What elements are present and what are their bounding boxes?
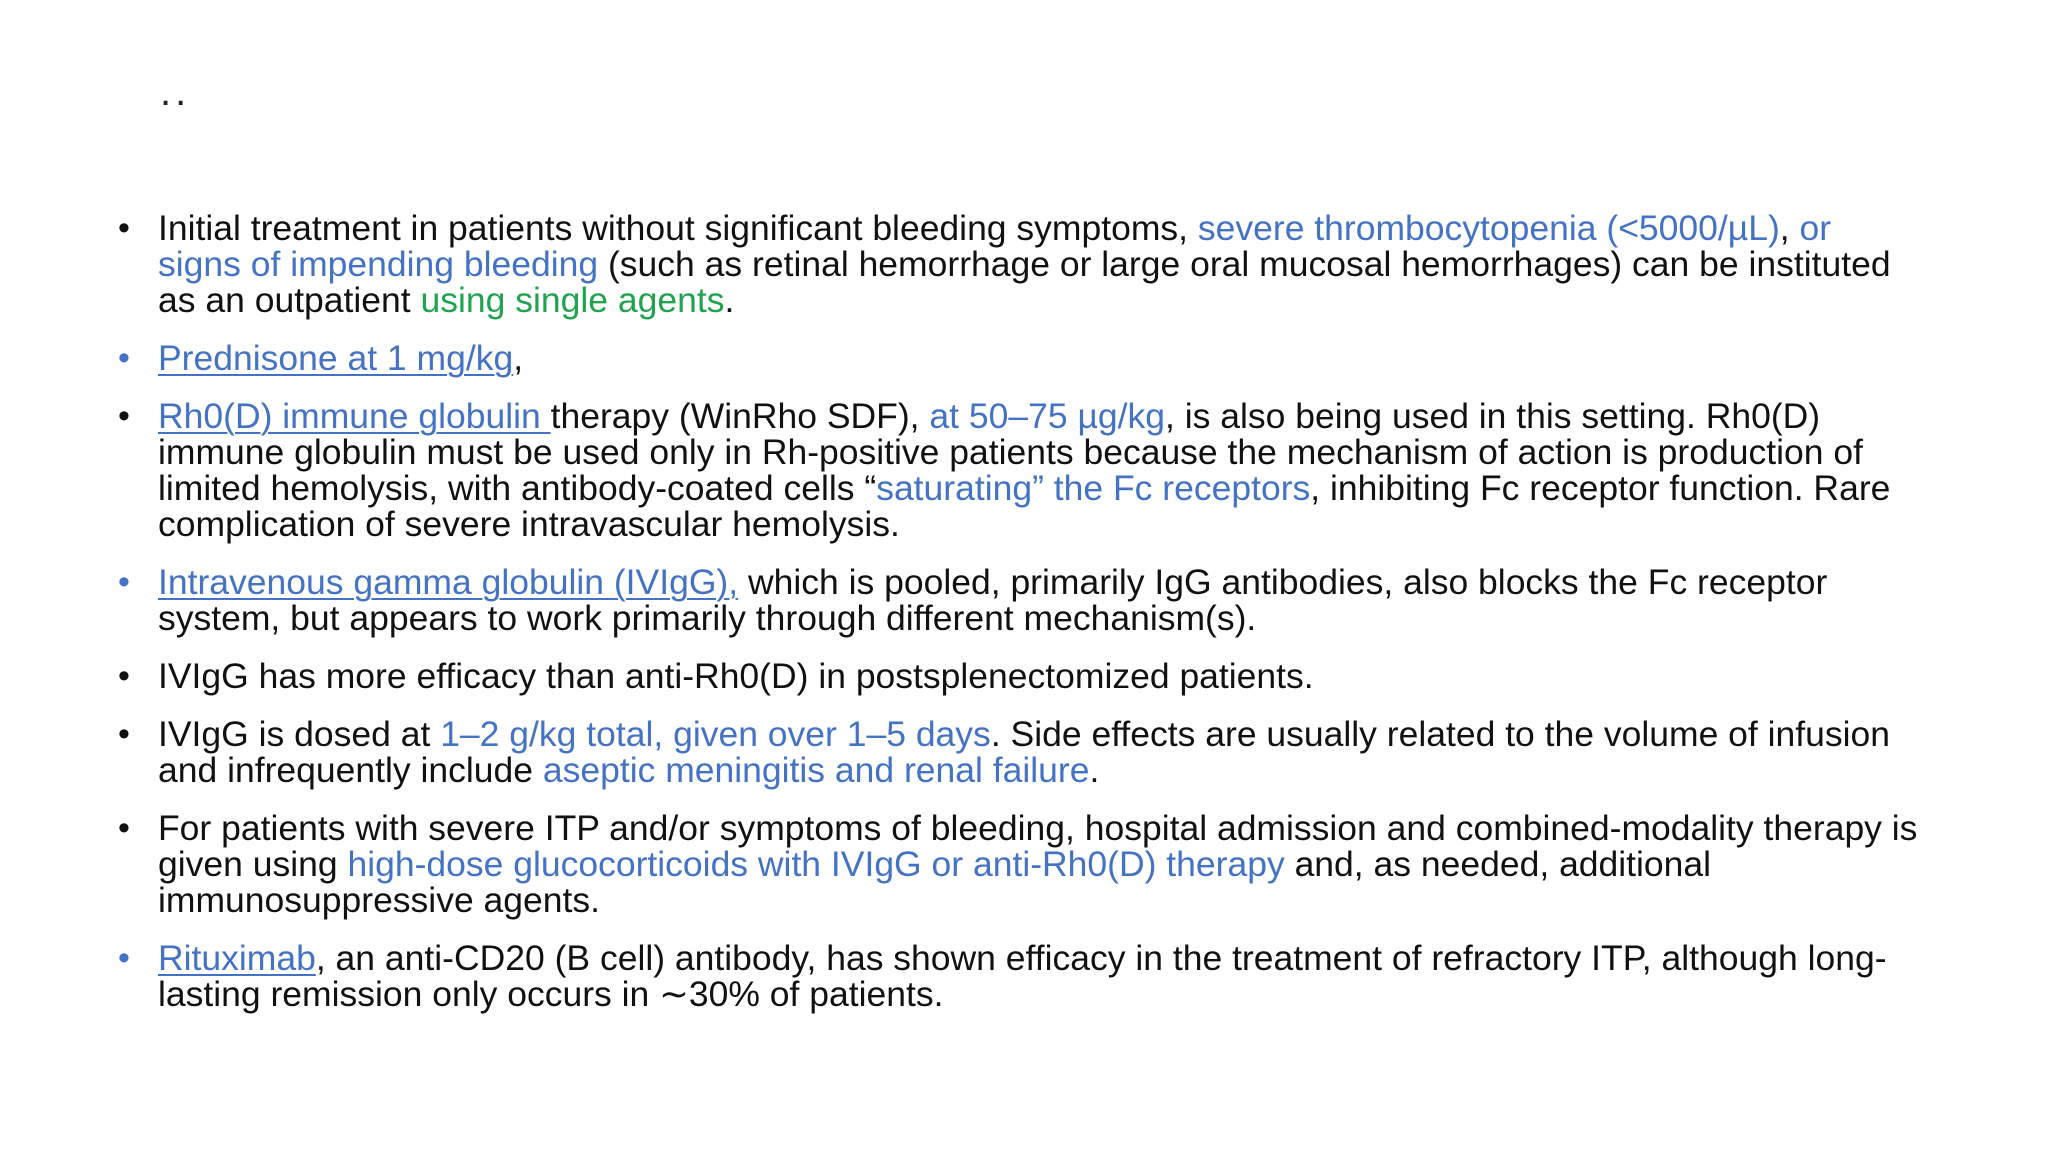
bullet-item-ivigg-efficacy: [118, 658, 1918, 694]
bullet-item-ivigg: [118, 564, 1918, 636]
highlight-segment: at 50–75 µg/kg: [929, 396, 1166, 436]
highlight-segment-green: using single agents: [420, 280, 725, 320]
bullet-marker: •: [118, 657, 130, 695]
bullet-list: [118, 210, 1918, 1034]
text-segment: and, as needed, additional immunosuppressive agents.: [158, 844, 1712, 920]
text-segment: , an anti-CD20 (B cell) antibody, has shown efficacy in the treatment of refractory ITP, although long-lasting remission only occurs in ∼30% of patients.: [158, 938, 1887, 1014]
highlight-segment: 1–2 g/kg total, given over 1–5 days: [440, 714, 991, 754]
bullet-marker: •: [118, 563, 130, 601]
bullet-item-prednisone: [118, 340, 1918, 376]
slide-title: ..: [160, 70, 191, 114]
text-segment: (such as retinal hemorrhage or large oral mucosal hemorrhages) can be instituted as an outpatient: [158, 244, 1891, 320]
highlight-segment: severe thrombocytopenia (<5000/µL): [1197, 208, 1780, 248]
text-segment: ,: [1779, 208, 1800, 248]
bullet-marker: •: [118, 809, 130, 847]
highlight-segment: or signs of impending bleeding: [158, 208, 1832, 284]
text-segment: which is pooled, primarily IgG antibodies, also blocks the Fc receptor system, but appears to work primarily through different mechanism(s).: [158, 562, 1828, 638]
highlight-segment: saturating” the Fc receptors: [876, 468, 1311, 508]
text-segment: .: [724, 280, 735, 320]
text-segment: For patients with severe ITP and/or symptoms of bleeding, hospital admission and combined-modality therapy is given using: [158, 808, 1918, 884]
text-segment: , is also being used in this setting. Rh0(D) immune globulin must be used only in Rh-positive patients because the mechanism of action is production of limited hemolysis, with antibody-coated cells “: [158, 396, 1863, 508]
rh0d-immune-globulin-link[interactable]: Rh0(D) immune globulin: [158, 396, 551, 436]
bullet-item-rituximab: [118, 940, 1918, 1012]
ivigg-link[interactable]: Intravenous gamma globulin (IVIgG),: [158, 562, 739, 602]
bullet-item-rh0d: [118, 398, 1918, 542]
text-segment: therapy (WinRho SDF),: [550, 396, 930, 436]
text-segment: Initial treatment in patients without significant bleeding symptoms,: [158, 208, 1198, 248]
text-segment: IVIgG is dosed at: [158, 714, 441, 754]
text-segment: ,: [513, 338, 524, 378]
bullet-item-severe-itp: [118, 810, 1918, 918]
text-segment: , inhibiting Fc receptor function. Rare complication of severe intravascular hemolysis.: [158, 468, 1891, 544]
text-segment: IVIgG has more efficacy than anti-Rh0(D) in postsplenectomized patients.: [158, 656, 1314, 696]
bullet-item-initial-treatment: [118, 210, 1918, 318]
bullet-marker: •: [118, 397, 130, 435]
bullet-marker: •: [118, 339, 130, 377]
bullet-marker: •: [118, 715, 130, 753]
bullet-marker: •: [118, 939, 130, 977]
text-segment: .: [1089, 750, 1100, 790]
rituximab-link[interactable]: Rituximab: [158, 938, 316, 978]
bullet-marker: •: [118, 209, 130, 247]
bullet-item-ivigg-dosing: [118, 716, 1918, 788]
highlight-segment: aseptic meningitis and renal failure: [542, 750, 1090, 790]
highlight-segment: high-dose glucocorticoids with IVIgG or anti-Rh0(D) therapy: [347, 844, 1285, 884]
prednisone-link[interactable]: Prednisone at 1 mg/kg: [158, 338, 514, 378]
text-segment: . Side effects are usually related to the volume of infusion and infrequently include: [158, 714, 1891, 790]
